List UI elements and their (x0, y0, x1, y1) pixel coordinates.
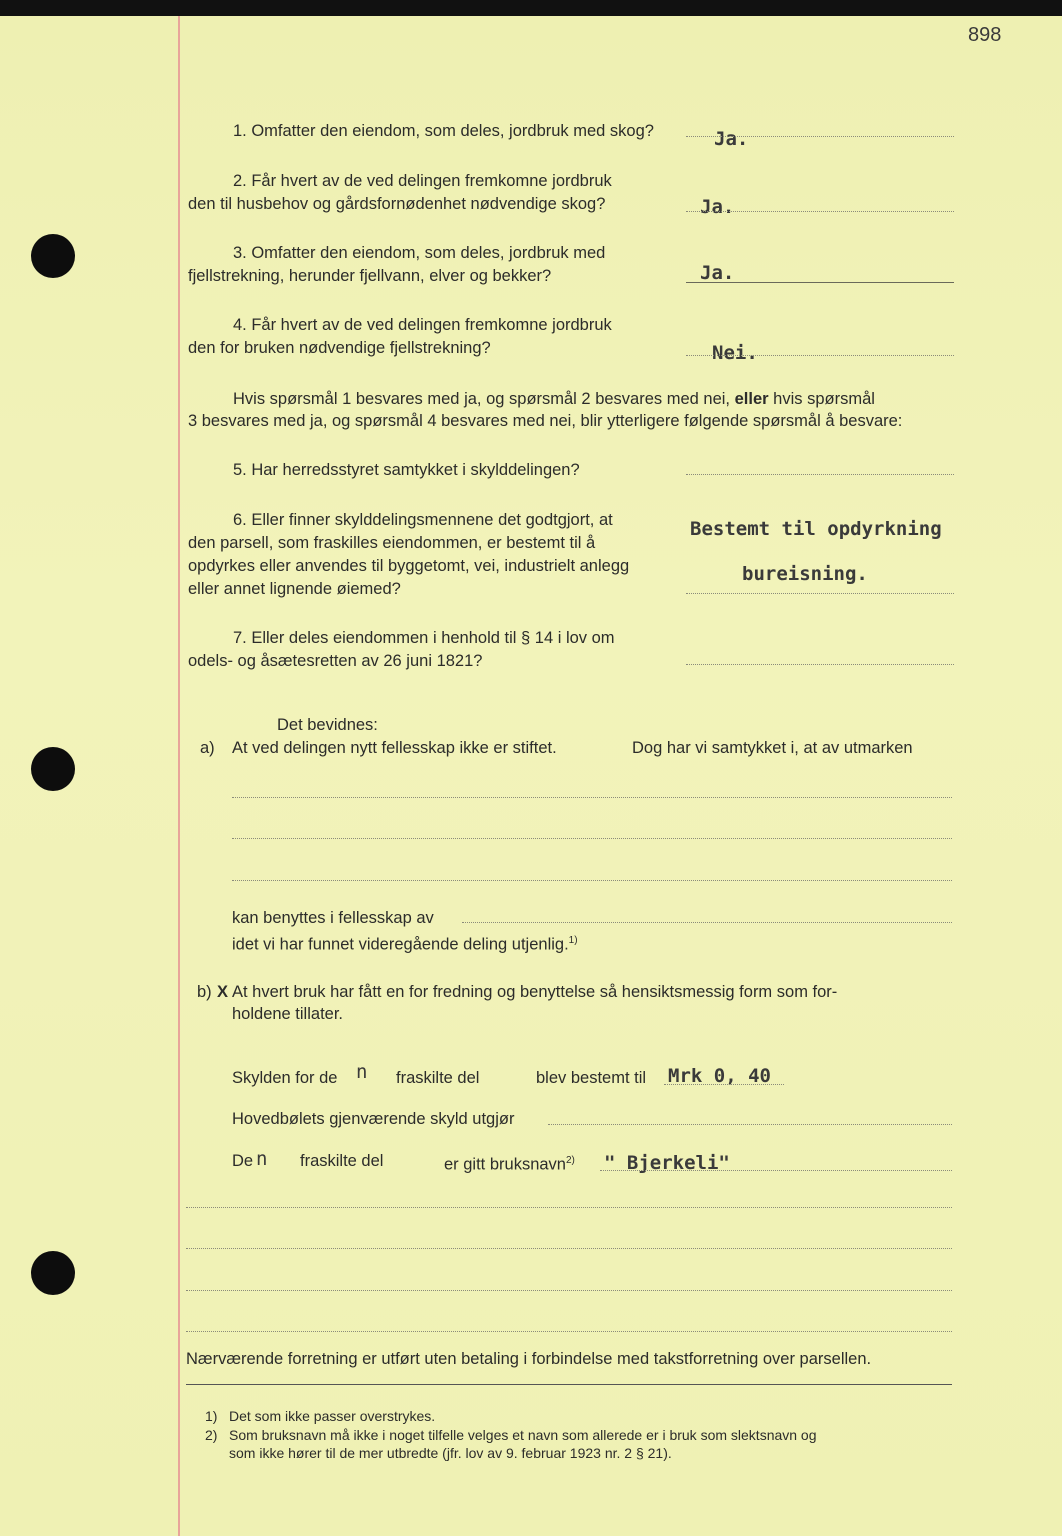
question-3-line1: 3. Omfatter den eiendom, som deles, jordbruk med (233, 244, 606, 262)
answer-line-7 (686, 664, 954, 665)
answer-line-5 (686, 474, 954, 475)
answer-line-3 (686, 282, 954, 283)
certify-heading: Det bevidnes: (277, 716, 378, 734)
footnote-1-mark: 1) (205, 1408, 218, 1424)
answer-line-4 (686, 355, 954, 356)
skyld-label: Skylden for de (232, 1069, 338, 1087)
certify-b-strike: X (217, 983, 229, 1001)
answer-6-line1: Bestemt til opdyrkning (690, 518, 942, 540)
certify-a-text: At ved delingen nytt fellesskap ikke er stiftet. (232, 739, 557, 757)
question-6-line1: 6. Eller finner skylddelingsmennene det godtgjort, at (233, 511, 613, 529)
bruksnavn-fraskilte: fraskilte del (300, 1152, 384, 1170)
certify-a-line3-text: idet vi har funnet videregående deling utjenlig. (232, 935, 569, 954)
hovedbol-label: Hovedbølets gjenværende skyld utgjør (232, 1110, 515, 1128)
margin-line (178, 16, 180, 1536)
certify-a-line2: kan benyttes i fellesskap av (232, 909, 434, 927)
conditional-text-pre: Hvis spørsmål 1 besvares med ja, og spørsmål 2 besvares med nei, (233, 390, 731, 408)
skyld-answer: Mrk 0, 40 (668, 1065, 771, 1087)
skyld-fraskilte: fraskilte del (396, 1069, 480, 1087)
conditional-line2: 3 besvares med ja, og spørsmål 4 besvares med nei, blir ytterligere følgende spørsmål å besvare: (188, 412, 903, 430)
conditional-text-post: hvis spørsmål (773, 390, 875, 408)
footnote-ref-1: 1) (568, 935, 578, 946)
footnote-2-line1: Som bruksnavn må ikke i noget tilfelle velges et navn som allerede er i bruk som slektsnavn og (229, 1427, 817, 1443)
blank-line (548, 1124, 952, 1125)
footnote-2-line2: som ikke hører til de mer utbredte (jfr. lov av 9. februar 1923 nr. 2 § 21). (229, 1445, 672, 1461)
footnote-2-mark: 2) (205, 1427, 218, 1443)
blank-line (232, 838, 952, 839)
question-4-line1: 4. Får hvert av de ved delingen fremkomne jordbruk (233, 316, 612, 334)
bruksnavn-label (444, 1150, 575, 1176)
footnote-ref-2: 2) (565, 1155, 575, 1166)
certify-b-line2: holdene tillater. (232, 1005, 343, 1023)
question-7-line2: odels- og åsætesretten av 26 juni 1821? (188, 652, 483, 670)
blank-line (664, 1084, 784, 1085)
footnote-divider (186, 1384, 952, 1385)
question-4-line2: den for bruken nødvendige fjellstrekning? (188, 339, 491, 357)
closing-statement: Nærværende forretning er utført uten betaling i forbindelse med takstforretning over parsellen. (186, 1350, 872, 1368)
punch-hole (31, 234, 75, 278)
footnote-1-text: Det som ikke passer overstrykes. (229, 1408, 436, 1424)
conditional-line1 (233, 388, 875, 410)
bruksnavn-de: De (232, 1152, 254, 1170)
answer-6-line2: bureisning. (742, 563, 868, 585)
blank-line (186, 1248, 952, 1249)
blank-line (186, 1207, 952, 1208)
answer-3: Ja. (700, 262, 735, 284)
certify-a-line3 (232, 930, 578, 956)
blank-line (462, 922, 952, 923)
question-6-line3: opdyrkes eller anvendes til byggetomt, vei, industrielt anlegg (188, 557, 630, 575)
page-number: 898 (968, 24, 1002, 46)
scan-top-edge (0, 0, 1062, 16)
answer-line-1 (686, 136, 954, 137)
blank-line (186, 1331, 952, 1332)
conditional-bold: eller (734, 390, 769, 408)
certify-a-typed: Dog har vi samtykket i, at av utmarken (632, 739, 913, 757)
blank-line (186, 1290, 952, 1291)
skyld-bestemt: blev bestemt til (536, 1069, 647, 1087)
bruksnavn-fill: n (256, 1148, 268, 1170)
certify-b-line1: At hvert bruk har fått en for fredning og benyttelse så hensiktsmessig form som for- (232, 983, 838, 1001)
answer-1: Ja. (714, 128, 749, 150)
question-6-line4: eller annet lignende øiemed? (188, 580, 401, 598)
question-1: 1. Omfatter den eiendom, som deles, jordbruk med skog? (233, 122, 654, 140)
question-3-line2: fjellstrekning, herunder fjellvann, elver og bekker? (188, 267, 552, 285)
bruksnavn-label-text: er gitt bruksnavn (444, 1155, 566, 1174)
skyld-fill: n (356, 1061, 368, 1083)
certify-a-label: a) (200, 739, 215, 757)
bruksnavn-answer: " Bjerkeli" (604, 1152, 730, 1174)
question-6-line2: den parsell, som fraskilles eiendommen, er bestemt til å (188, 534, 596, 552)
punch-hole (31, 747, 75, 791)
certify-b-label: b) (197, 983, 212, 1001)
blank-line (600, 1170, 952, 1171)
question-2-line1: 2. Får hvert av de ved delingen fremkomne jordbruk (233, 172, 612, 190)
punch-hole (31, 1251, 75, 1295)
question-2-line2: den til husbehov og gårdsfornødenhet nødvendige skog? (188, 195, 606, 213)
answer-line-2 (686, 211, 954, 212)
answer-2: Ja. (700, 196, 735, 218)
answer-line-6 (686, 593, 954, 594)
blank-line (232, 797, 952, 798)
answer-4: Nei. (712, 342, 758, 364)
question-7-line1: 7. Eller deles eiendommen i henhold til § 14 i lov om (233, 629, 615, 647)
blank-line (232, 880, 952, 881)
question-5: 5. Har herredsstyret samtykket i skylddelingen? (233, 461, 580, 479)
